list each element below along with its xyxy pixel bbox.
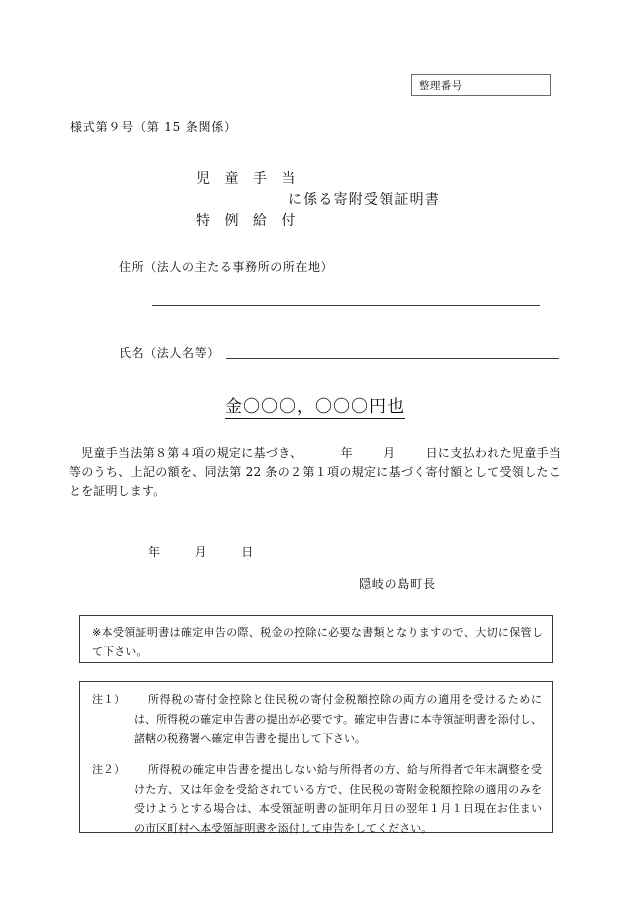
- form-number: 様式第９号（第 15 条関係）: [70, 120, 237, 134]
- title-line-child-allowance: 児 童 手 当: [196, 171, 301, 187]
- note-item-1: [92, 690, 542, 749]
- issuer-name: 隠岐の島町長: [359, 577, 436, 591]
- notice-box: [79, 615, 553, 663]
- note-2-text: 所得税の確定申告書を提出しない給与所得者の方、給与所得者で年末調整を受けた方、又は年金を受給されている方で、住民税の寄附金税額控除の適用のみを受けようとする場合は、本受領証明書の証明年月日の翌年１月１日現在お住まいの市区町村へ本受領証明書を添付して申告をしてください。: [134, 763, 542, 835]
- date-day-label: 日: [241, 545, 254, 559]
- name-input-rule[interactable]: [226, 358, 559, 359]
- date-month-label: 月: [194, 545, 208, 559]
- title-line-special-benefit: 特 例 給 付: [196, 213, 301, 229]
- notice-text: ※本受領証明書は確定申告の際、税金の控除に必要な書類となりますので、大切に保管して下さい。: [92, 626, 543, 658]
- body-text-part-one: 児童手当法第８第４項の規定に基づき、: [81, 446, 303, 460]
- body-text-month: 月: [382, 446, 396, 460]
- address-field-label: 住所（法人の主たる事務所の所在地）: [119, 260, 334, 274]
- title-suffix-donation-receipt: に係る寄附受領証明書: [288, 192, 440, 208]
- notes-box: [79, 681, 553, 833]
- amount-row: [0, 392, 630, 419]
- reference-number-box[interactable]: [411, 74, 551, 96]
- body-text-year: 年: [340, 446, 353, 460]
- certification-date-line[interactable]: [148, 543, 254, 560]
- name-field-label: 氏名（法人名等）: [119, 346, 220, 360]
- note-1-text: 所得税の寄付金控除と住民税の寄付金税額控除の両方の適用を受けるためには、所得税の確定申告書の提出が必要です。確定申告書に本寺領証明書を添付し、諸轄の税務署へ確定申告書を提出して下さい。: [134, 693, 542, 745]
- note-1-marker: 注１）: [92, 693, 126, 706]
- address-input-rule[interactable]: [152, 305, 540, 306]
- note-item-2: [92, 760, 542, 838]
- document-title: [196, 168, 526, 230]
- certification-body-text: [69, 444, 561, 501]
- amount-value: 金〇〇〇，〇〇〇円也: [225, 392, 405, 419]
- reference-number-label: 整理番号: [419, 80, 463, 92]
- note-2-marker: 注２）: [92, 763, 126, 776]
- body-text-part-two: のうち、上記の額を、同法第 22 条の２第１項の規定に基づく寄付額として受領したことを証明します。: [69, 465, 561, 498]
- body-text-day: 日に支払われた児童手当等: [69, 446, 562, 479]
- date-year-label: 年: [148, 545, 161, 559]
- name-field-row: [119, 344, 559, 361]
